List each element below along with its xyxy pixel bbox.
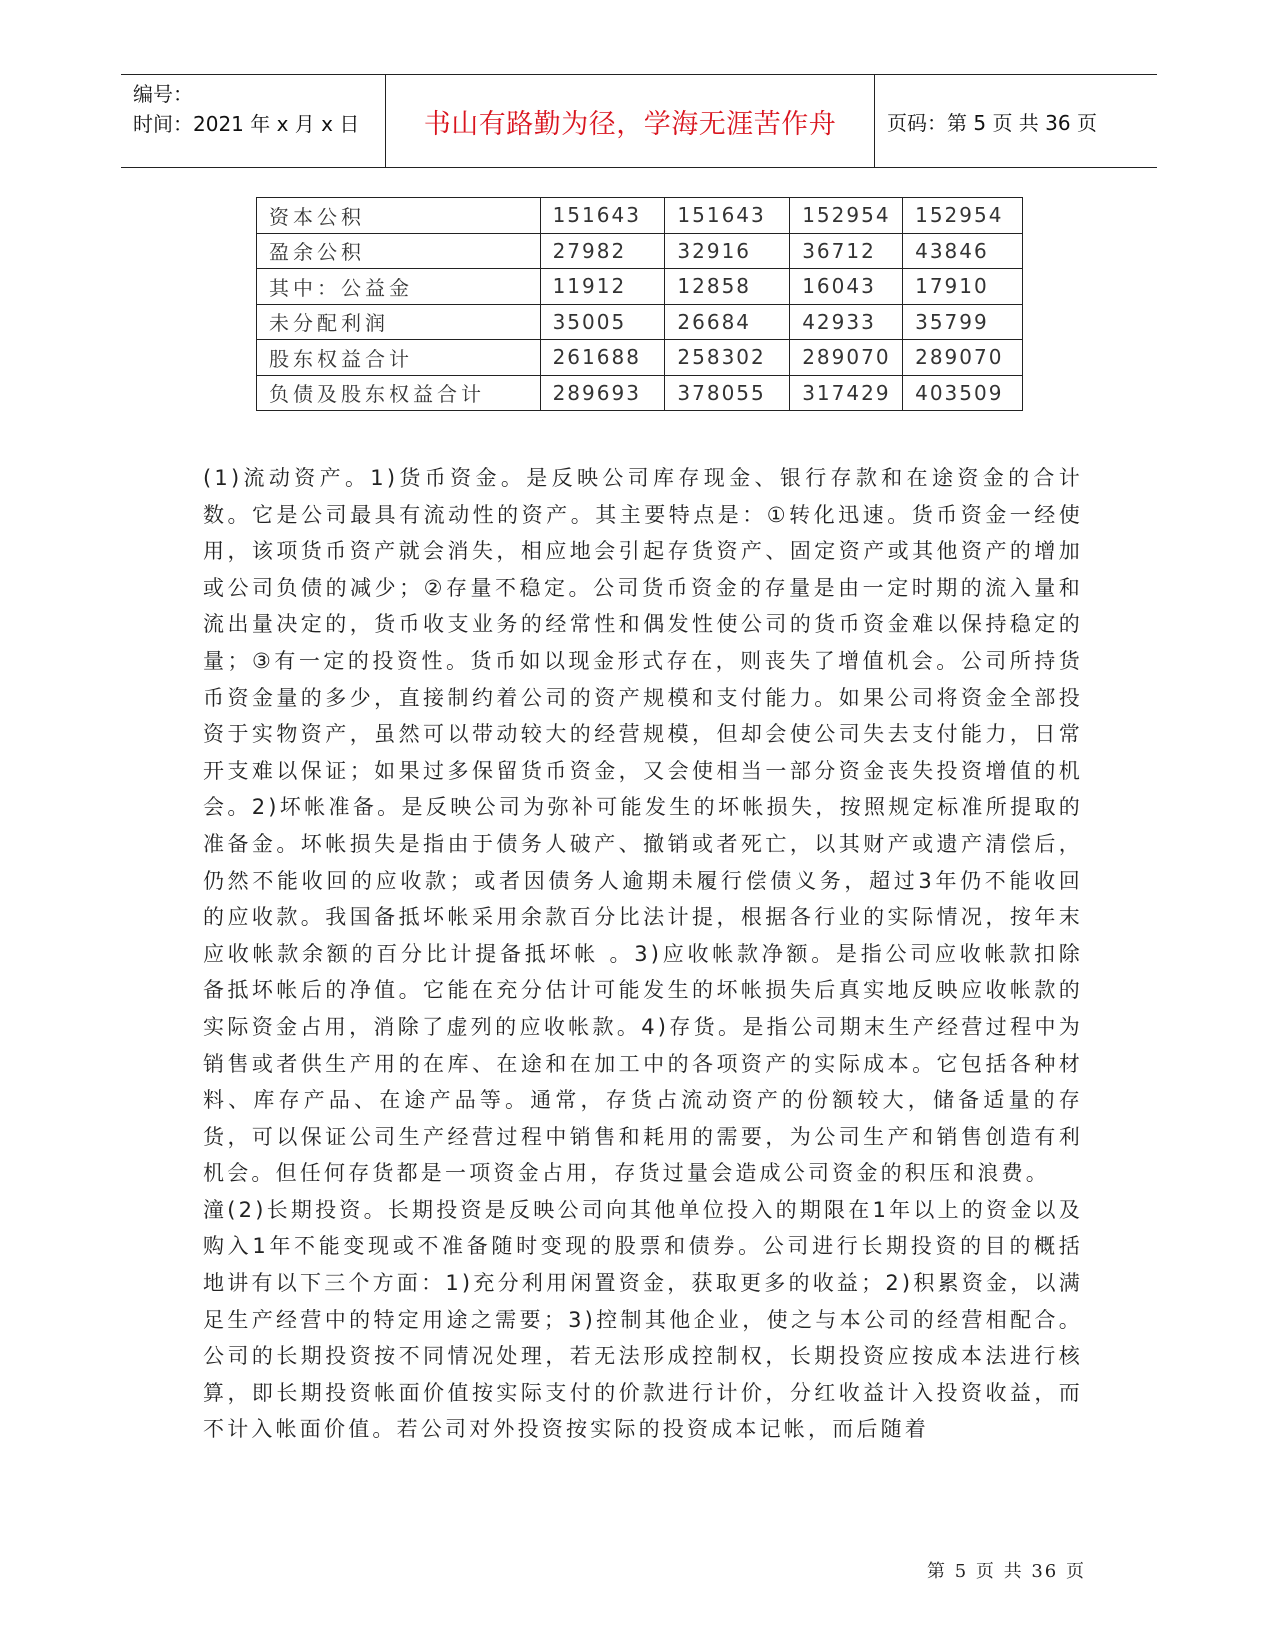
page-footer: 第 5 页 共 36 页: [927, 1561, 1086, 1582]
row-label: 其中：公益金: [257, 269, 541, 305]
table-row: [257, 340, 1023, 376]
table-cell: 261688: [540, 340, 665, 376]
header-meta: [121, 75, 386, 167]
table-cell: 378055: [665, 375, 790, 411]
table-cell: 32916: [665, 233, 790, 269]
row-label: 股东权益合计: [257, 340, 541, 376]
table-cell: 17910: [903, 269, 1023, 305]
table-cell: 289070: [790, 340, 903, 376]
table-cell: 403509: [903, 375, 1023, 411]
document-number-label: 编号：: [133, 82, 193, 106]
table-cell: 35005: [540, 304, 665, 340]
table-row: [257, 304, 1023, 340]
table-cell: 26684: [665, 304, 790, 340]
table-cell: 36712: [790, 233, 903, 269]
page-header: [121, 74, 1157, 168]
table-row: [257, 375, 1023, 411]
table-row: [257, 233, 1023, 269]
table-cell: 12858: [665, 269, 790, 305]
header-motto: 书山有路勤为径，学海无涯苦作舟: [386, 75, 875, 167]
equity-table: [256, 197, 1023, 411]
article-body: [203, 460, 1083, 1448]
paragraph-long-term-investment: 潼(2)长期投资。长期投资是反映公司向其他单位投入的期限在1年以上的资金以及购入1年不能变现或不准备随时变现的股票和债券。公司进行长期投资的目的概括地讲有以下三个方面：1)充分利用闲置资金，获取更多的收益；2)积累资金，以满足生产经营中的特定用途之需要；3)控制其他企业，使之与本公司的经营相配合。公司的长期投资按不同情况处理，若无法形成控制权，长期投资应按成本法进行核算，即长期投资帐面价值按实际支付的价款进行计价，分红收益计入投资收益，而不计入帐面价值。若公司对外投资按实际的投资成本记帐，而后随着: [203, 1197, 1083, 1442]
table-row: [257, 269, 1023, 305]
row-label: 盈余公积: [257, 233, 541, 269]
table-cell: 289070: [903, 340, 1023, 376]
table-cell: 289693: [540, 375, 665, 411]
table-cell: 11912: [540, 269, 665, 305]
table-cell: 43846: [903, 233, 1023, 269]
table-cell: 42933: [790, 304, 903, 340]
document-date: 时间：2021 年 x 月 x 日: [133, 112, 360, 136]
table-cell: 258302: [665, 340, 790, 376]
row-label: 资本公积: [257, 198, 541, 234]
paragraph-current-assets: (1)流动资产。1)货币资金。是反映公司库存现金、银行存款和在途资金的合计数。它是公司最具有流动性的资产。其主要特点是：①转化迅速。货币资金一经使用，该项货币资产就会消失，相应地会引起存货资产、固定资产或其他资产的增加或公司负债的减少；②存量不稳定。公司货币资金的存量是由一定时期的流入量和流出量决定的，货币收支业务的经常性和偶发性使公司的货币资金难以保持稳定的量；③有一定的投资性。货币如以现金形式存在，则丧失了增值机会。公司所持货币资金量的多少，直接制约着公司的资产规模和支付能力。如果公司将资金全部投资于实物资产，虽然可以带动较大的经营规模，但却会使公司失去支付能力，日常开支难以保证；如果过多保留货币资金，又会使相当一部分资金丧失投资增值的机会。2)坏帐准备。是反映公司为弥补可能发生的坏帐损失，按照规定标准所提取的准备金。坏帐损失是指由于债务人破产、撤销或者死亡，以其财产或遗产清偿后，仍然不能收回的应收款；或者因债务人逾期未履行偿债义务，超过3年仍不能收回的应收款。我国备抵坏帐采用余款百分比法计提，根据各行业的实际情况，按年末应收帐款余额的百分比计提备抵坏帐 。3)应收帐款净额。是指公司应收帐款扣除备抵坏帐后的净值。它能在充分估计可能发生的坏帐损失后真实地反映应收帐款的实际资金占用，消除了虚列的应收帐款。4)存货。是指公司期末生产经营过程中为销售或者供生产用的在库、在途和在加工中的各项资产的实际成本。它包括各种材料、库存产品、在途产品等。通常，存货占流动资产的份额较大，储备适量的存货，可以保证公司生产经营过程中销售和耗用的需要，为公司生产和销售创造有利机会。但任何存货都是一项资金占用，存货过量会造成公司资金的积压和浪费。: [203, 466, 1083, 1186]
table-cell: 27982: [540, 233, 665, 269]
row-label: 未分配利润: [257, 304, 541, 340]
table-cell: 317429: [790, 375, 903, 411]
header-page-info: 页码：第 5 页 共 36 页: [887, 110, 1097, 135]
row-label: 负债及股东权益合计: [257, 375, 541, 411]
table-cell: 152954: [790, 198, 903, 234]
table-cell: 151643: [665, 198, 790, 234]
table-row: [257, 198, 1023, 234]
table-cell: 151643: [540, 198, 665, 234]
table-cell: 16043: [790, 269, 903, 305]
table-cell: 35799: [903, 304, 1023, 340]
table-cell: 152954: [903, 198, 1023, 234]
